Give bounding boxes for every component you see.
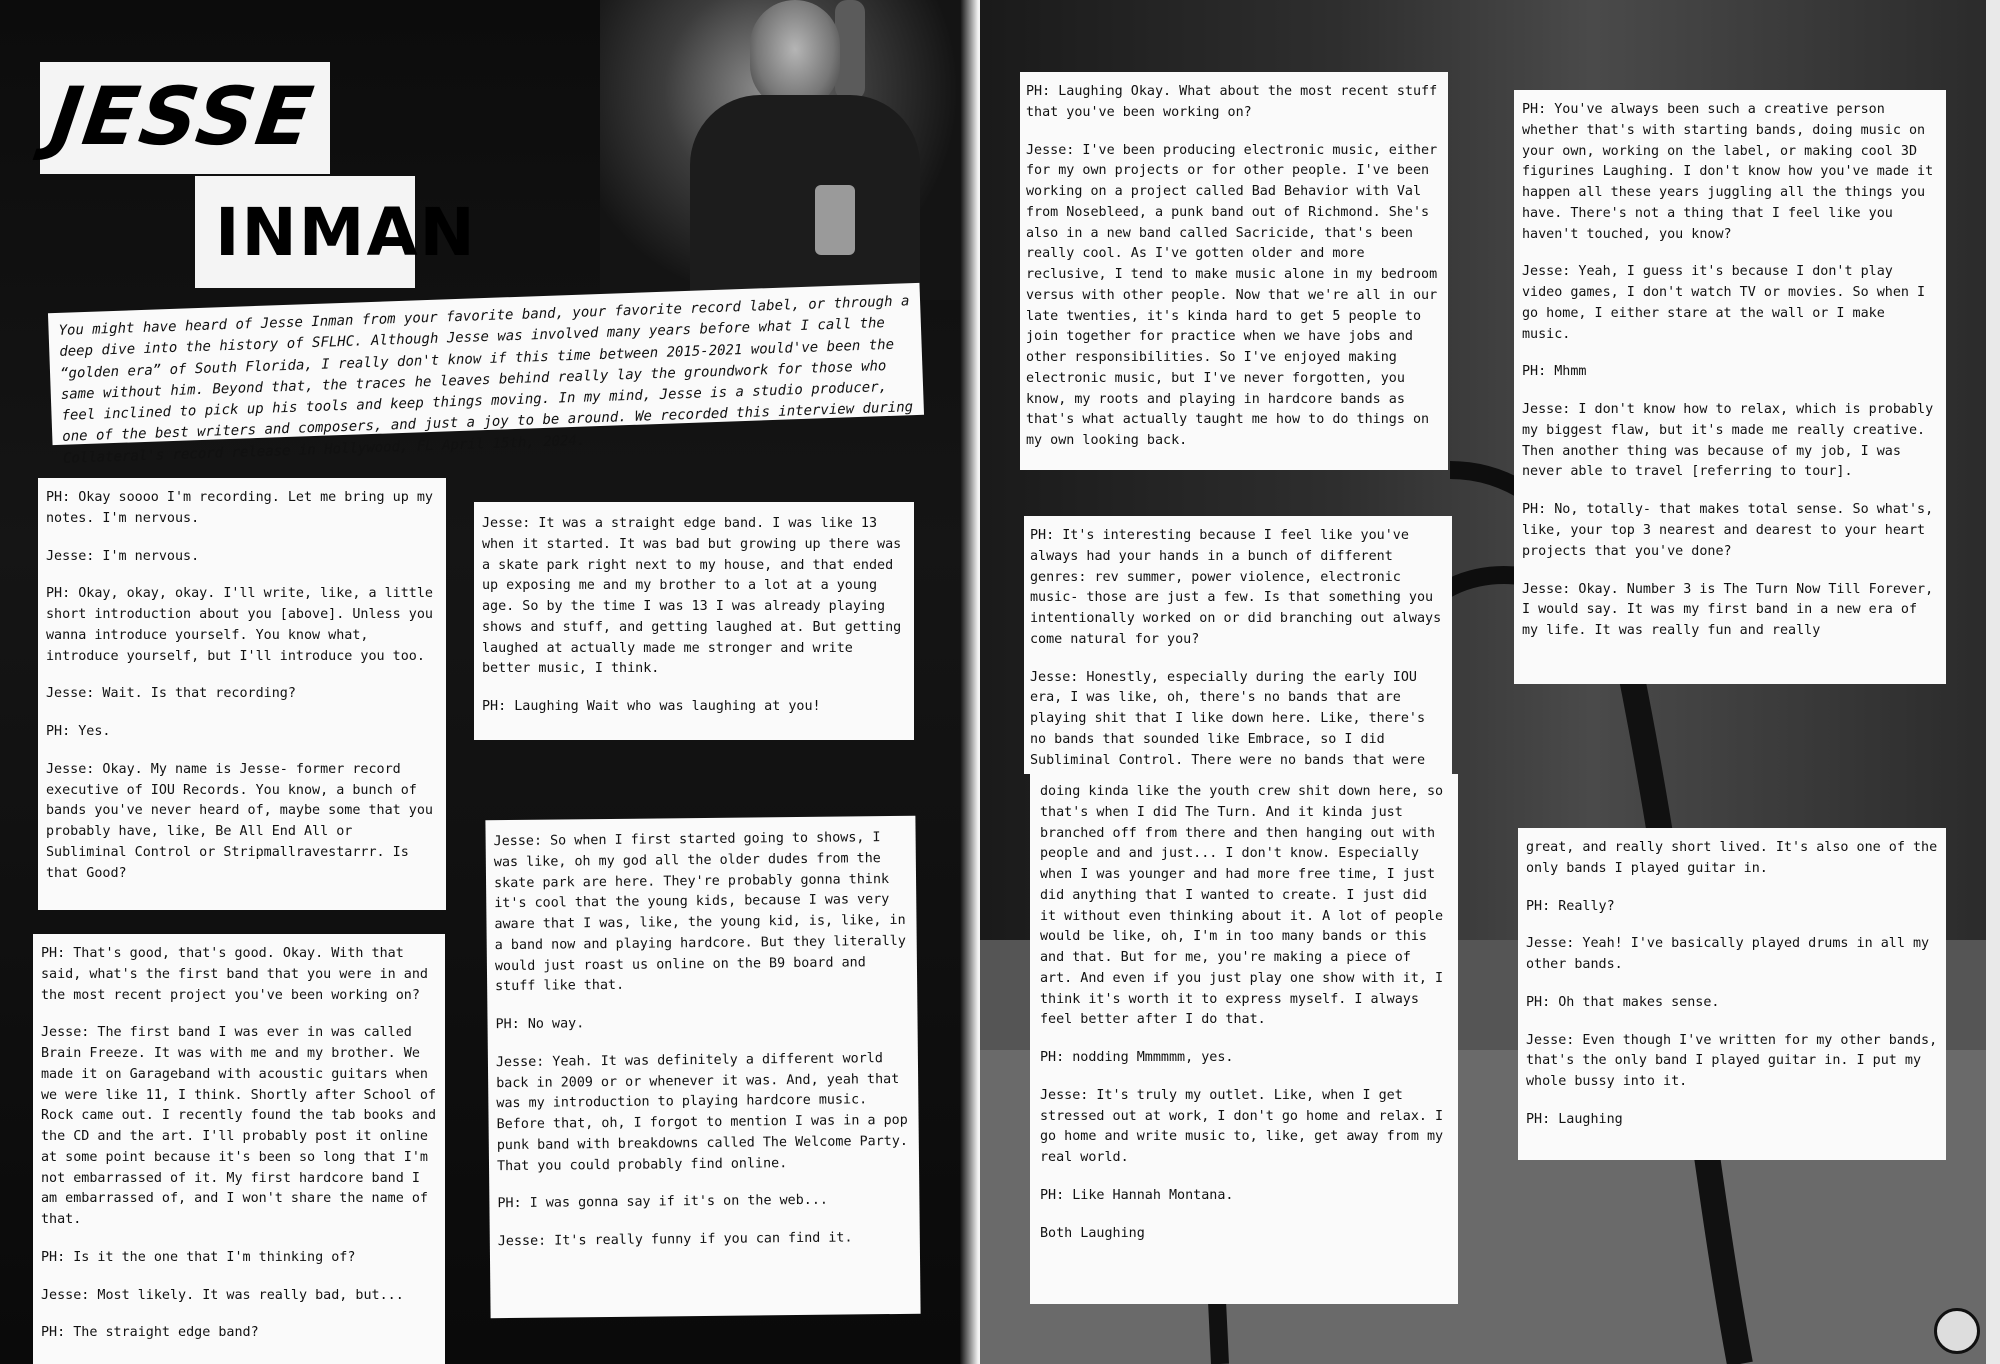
- paragraph: doing kinda like the youth crew shit down here, so that's when I did The Turn. And it kinda just branched off from there and then hanging out with people and and just... I don't know. Especially when I was younger and had more free time, I just did anything that I wanted to create. I just did it without even thinking about it. A lot of people would be like, oh, I'm in too many bands or this and that. But for me, you're making a piece of art. And even if you just play one show with it, I think it's worth it to express myself. I always feel better after I do that.: [1040, 784, 1444, 1028]
- paragraph: Jesse: Okay. Number 3 is The Turn Now Till Forever, I would say. It was my first band in a new era of my life. It was really fun and really: [1522, 581, 1934, 639]
- paragraph: PH: Yes.: [46, 724, 111, 740]
- photo-body: [690, 95, 920, 300]
- left-page: [0, 0, 980, 1364]
- paragraph: Jesse: Honestly, especially during the early IOU era, I was like, oh, there's no bands that are playing shit that I like down here. Like, there's no bands that sounded like Embrace, so I did Subliminal Control. There were no bands that were: [1030, 669, 1426, 768]
- right-page: [980, 0, 2000, 1364]
- paragraph: PH: Okay soooo I'm recording. Let me bring up my notes. I'm nervous.: [46, 490, 433, 526]
- paragraph: PH: Oh that makes sense.: [1526, 994, 1720, 1010]
- paragraph: Jesse: Even though I've written for my other bands, that's the only band I played guitar in. I put my whole bussy into it.: [1526, 1032, 1938, 1090]
- paragraph: Jesse: I've been producing electronic music, either for my own projects or for other people. I've been working on a project called Bad Behavior with Val from Nosebleed, a punk band out of Richmond. She's also in a new band called Sacricide, that's been really cool. As I've gotten older and more reclusive, I tend to make music alone in my bedroom versus with other people. Now that we're all in our late twenties, it's kinda hard to get 5 people to join together for practice when we have jobs and other responsibilities. So I've enjoyed making electronic music, but I've never forgotten, you know, my roots and playing in hardcore bands as that's what actually taught me how to do things on my own looking back.: [1026, 142, 1438, 449]
- paragraph: Jesse: The first band I was ever in was called Brain Freeze. It was with me and my brother. We made it on Garageband with acoustic guitars when we were like 11, I think. Shortly after School of Rock came out. I recently found the tab books and the CD and the art. I'll probably post it online at some point because it's been so long that I'm not embarrassed of it. My first hardcore band I am embarrassed of, and I won't share the name of that.: [41, 1025, 437, 1228]
- intro-text: You might have heard of Jesse Inman from your favorite band, your favorite record label, or through a deep dive into the history of SFLHC. Although Jesse was involved many years before what I call the “golden era” of South Florida, I really don't know if this time between 2015-2021 would've been the same without him. Beyond that, the traces he leaves behind really lay the groundwork for those who feel inclined to pick up his tools and keep things moving. In my mind, Jesse is a studio producer, one of the best writers and composers, and just a joy to be around. We recorded this interview during Collateral's record release in Hollywood, FL April 15th, 2024.: [58, 293, 914, 467]
- paragraph: Jesse: It was a straight edge band. I was like 13 when it started. It was bad but growing up there was a skate park right next to my house, and that ended up exposing me and my brother to a lot at a young age. So by the time I was 13 I was already playing shows and stuff, and getting laughed at. But getting laughed at actually made me stronger and write better music, I think.: [482, 516, 902, 677]
- interview-card-mid-a: [474, 502, 914, 740]
- title-last-name: INMAN: [215, 194, 477, 271]
- intro-card: [48, 283, 924, 467]
- paragraph: Jesse: It's truly my outlet. Like, when I get stressed out at work, I don't go home and relax. I go home and write music to, like, get away from my real world.: [1040, 1087, 1444, 1166]
- interview-card-right-c: [1030, 774, 1458, 1304]
- title-first-box: [40, 62, 330, 174]
- interview-card-left-a: [38, 478, 446, 910]
- paragraph: Jesse: Yeah. It was definitely a different world back in 2009 or or whenever it was. And, yeah that was my introduction to playing hardcore music. Before that, oh, I forgot to mention I was in a pop punk band with breakdowns called The Welcome Party. That you could probably find online.: [495, 1051, 909, 1174]
- paragraph: Jesse: Yeah, I guess it's because I don't play video games, I don't watch TV or movies. So when I go home, I either stare at the wall or I make music.: [1522, 264, 1926, 342]
- paragraph: Jesse: I don't know how to relax, which is probably my biggest flaw, but it's made me really creative. Then another thing was because of my job, I was never able to travel [referring to tour].: [1522, 402, 1934, 480]
- title-last-box: [195, 176, 477, 288]
- title-first-name: JESSE: [45, 70, 320, 163]
- paragraph: Jesse: Yeah! I've basically played drums in all my other bands.: [1526, 936, 1930, 973]
- paragraph: PH: You've always been such a creative person whether that's with starting bands, doing music on your own, working on the label, or making cool 3D figurines Laughing. I don't know how you've made it happen all these years juggling all the things you have. There's not a thing that I feel like you haven't touched, you know?: [1522, 102, 1934, 242]
- interview-card-left-b: [33, 934, 445, 1364]
- page-edge-right: [1986, 0, 2000, 1364]
- paragraph: great, and really short lived. It's also one of the only bands I played guitar in.: [1526, 840, 1938, 876]
- paragraph: Jesse: Wait. Is that recording?: [46, 686, 296, 702]
- interview-card-mid-b: [485, 816, 920, 1318]
- paragraph: PH: No, totally- that makes total sense. So what's, like, your top 3 nearest and dearest to your heart projects that you've done?: [1522, 502, 1934, 559]
- paragraph: PH: Mhmm: [1522, 364, 1587, 380]
- paragraph: PH: Is it the one that I'm thinking of?: [41, 1249, 356, 1265]
- paragraph: Both Laughing: [1040, 1225, 1145, 1241]
- paragraph: PH: Laughing Okay. What about the most recent stuff that you've been working on?: [1026, 84, 1438, 120]
- paragraph: PH: It's interesting because I feel like you've always had your hands in a bunch of different genres: rev summer, power violence, electronic music- those are just a few. Is that something you intentionally worked on or did branching out always come natural for you?: [1030, 528, 1442, 647]
- paragraph: PH: nodding Mmmmmm, yes.: [1040, 1050, 1234, 1066]
- paragraph: PH: Okay, okay, okay. I'll write, like, a little short introduction about you [above]. Unless you wanna introduce yourself. You know what, introduce yourself, but I'll introduce you too.: [46, 586, 433, 664]
- interview-card-right-a: [1020, 72, 1448, 470]
- paragraph: PH: No way.: [495, 1016, 585, 1033]
- heart-logo-icon: [1934, 1308, 1980, 1354]
- interview-card-far-right-b: [1518, 828, 1946, 1160]
- photo-glass: [815, 185, 855, 255]
- paragraph: PH: Really?: [1526, 898, 1615, 914]
- paragraph: Jesse: Most likely. It was really bad, but...: [41, 1287, 404, 1303]
- paragraph: Jesse: Okay. My name is Jesse- former record executive of IOU Records. You know, a bunch of bands you've never heard of, maybe some that you probably have, like, Be All End All or Subliminal Control or Stripmallravestarrr. Is that Good?: [46, 761, 433, 881]
- paragraph: Jesse: So when I first started going to shows, I was like, oh my god all the older dudes from the skate park are here. They're probably gonna think it's cool that the young kids, because I was very aware that I was, like, the young kid, is, like, in a band now and playing hardcore. But they literally would just roast us online on the B9 board and stuff like that.: [493, 830, 906, 995]
- paragraph: PH: The straight edge band?: [41, 1325, 259, 1341]
- paragraph: PH: Laughing Wait who was laughing at you!: [482, 699, 821, 715]
- paragraph: PH: I was gonna say if it's on the web...: [497, 1193, 829, 1212]
- paragraph: PH: That's good, that's good. Okay. With that said, what's the first band that you were in and the most recent project you've been working on?: [41, 946, 428, 1003]
- interview-card-far-right-a: [1514, 90, 1946, 684]
- paragraph: Jesse: I'm nervous.: [46, 548, 200, 564]
- paragraph: PH: Like Hannah Montana.: [1040, 1188, 1234, 1204]
- photo-head: [750, 0, 840, 110]
- jesse-photo: [600, 0, 960, 300]
- paragraph: Jesse: It's really funny if you can find it.: [497, 1230, 853, 1250]
- interview-card-right-b: [1024, 516, 1452, 774]
- paragraph: PH: Laughing: [1526, 1111, 1623, 1127]
